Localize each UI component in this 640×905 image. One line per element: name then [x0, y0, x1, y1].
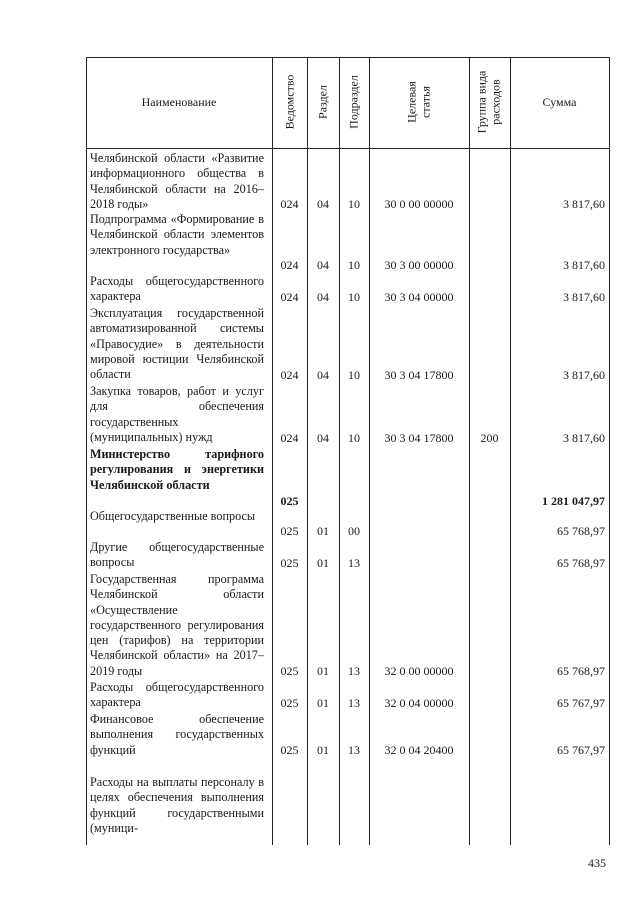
- row-name: Закупка товаров, работ и услуг для обеспечения государственных (муниципальных) нужд: [90, 384, 264, 444]
- row-summa: 3 817,60: [563, 197, 605, 211]
- row-vedomstvo: 024: [280, 368, 299, 382]
- row-podrazdel: 13: [348, 556, 360, 570]
- header-summa: Сумма: [542, 95, 577, 109]
- row-razdel: 01: [317, 556, 329, 570]
- row-celevaya: 32 0 04 00000: [384, 696, 454, 710]
- row-celevaya: 30 3 04 17800: [384, 431, 454, 445]
- row-name: Расходы общегосударственного характера: [90, 274, 264, 304]
- row-celevaya: 30 3 04 17800: [384, 368, 454, 382]
- row-summa: 1 281 047,97: [542, 494, 605, 508]
- row-celevaya: 30 3 00 00000: [384, 258, 454, 272]
- row-razdel: 01: [317, 696, 329, 710]
- row-vedomstvo: 025: [280, 743, 299, 757]
- row-name: Государственная программа Челябинской области «Осуществление государственного регулирования цен (тарифов) на территории Челябинской области» на 2017–2019 годы: [90, 572, 264, 678]
- row-celevaya: 30 0 00 00000: [384, 197, 454, 211]
- row-podrazdel: 13: [348, 743, 360, 757]
- row-razdel: 01: [317, 664, 329, 678]
- row-celevaya: 32 0 04 20400: [384, 743, 454, 757]
- header-name: Наименование: [141, 95, 217, 109]
- table-border-left: [86, 57, 87, 845]
- row-vedomstvo: 024: [280, 290, 299, 304]
- row-name: Другие общегосударственные вопросы: [90, 540, 264, 570]
- row-podrazdel: 10: [348, 197, 360, 211]
- row-vedomstvo: 025: [280, 664, 299, 678]
- column-divider: [369, 57, 370, 845]
- column-divider: [510, 57, 511, 845]
- row-summa: 65 768,97: [557, 664, 605, 678]
- row-vedomstvo: 024: [280, 197, 299, 211]
- row-name: Эксплуатация государственной автоматизированной системы «Правосудие» в деятельности мировой юстиции Челябинской области: [90, 306, 264, 382]
- row-podrazdel: 10: [348, 431, 360, 445]
- row-razdel: 04: [317, 258, 329, 272]
- header-razdel: Раздел: [315, 85, 330, 119]
- header-gruppa-line1: Группа вида: [474, 70, 489, 134]
- row-celevaya: 30 3 04 00000: [384, 290, 454, 304]
- table-border-right: [609, 57, 610, 845]
- row-summa: 65 767,97: [557, 743, 605, 757]
- header-celevaya-line2: статья: [418, 86, 433, 118]
- column-divider: [339, 57, 340, 845]
- row-vedomstvo: 024: [280, 431, 299, 445]
- row-razdel: 01: [317, 524, 329, 538]
- header-vedomstvo: Ведомство: [282, 74, 297, 130]
- row-razdel: 04: [317, 290, 329, 304]
- row-summa: 3 817,60: [563, 431, 605, 445]
- row-summa: 3 817,60: [563, 368, 605, 382]
- page-number: 435: [588, 856, 606, 870]
- row-vedomstvo: 024: [280, 258, 299, 272]
- table-border-top: [86, 57, 610, 58]
- row-vedomstvo: 025: [280, 494, 299, 508]
- column-divider: [272, 57, 273, 845]
- column-divider: [469, 57, 470, 845]
- row-razdel: 04: [317, 197, 329, 211]
- header-celevaya-line1: Целевая: [404, 81, 419, 123]
- row-name: Расходы на выплаты персоналу в целях обеспечения выполнения функций государственными (муници-: [90, 775, 264, 835]
- row-podrazdel: 10: [348, 368, 360, 382]
- column-divider: [307, 57, 308, 845]
- row-celevaya: 32 0 00 00000: [384, 664, 454, 678]
- row-vedomstvo: 025: [280, 524, 299, 538]
- row-podrazdel: 13: [348, 664, 360, 678]
- row-name: Челябинской области «Развитие информационного общества в Челябинской области на 2016–2018 годы»: [90, 151, 264, 211]
- row-name: Подпрограмма «Формирование в Челябинской области элементов электронного государства»: [90, 212, 264, 257]
- row-vedomstvo: 025: [280, 556, 299, 570]
- row-gruppa: 200: [480, 431, 499, 445]
- row-razdel: 04: [317, 431, 329, 445]
- row-summa: 3 817,60: [563, 258, 605, 272]
- header-divider: [86, 148, 610, 149]
- row-razdel: 04: [317, 368, 329, 382]
- row-summa: 3 817,60: [563, 290, 605, 304]
- row-name: Расходы общегосударственного характера: [90, 680, 264, 710]
- row-summa: 65 767,97: [557, 696, 605, 710]
- row-name: Общегосударственные вопросы: [90, 509, 256, 523]
- row-podrazdel: 13: [348, 696, 360, 710]
- row-vedomstvo: 025: [280, 696, 299, 710]
- row-podrazdel: 10: [348, 290, 360, 304]
- row-summa: 65 768,97: [557, 524, 605, 538]
- header-gruppa-line2: расходов: [488, 79, 503, 125]
- row-name: Министерство тарифного регулирования и энергетики Челябинской области: [90, 447, 264, 492]
- row-summa: 65 768,97: [557, 556, 605, 570]
- row-podrazdel: 10: [348, 258, 360, 272]
- header-podrazdel: Подраздел: [346, 75, 361, 129]
- row-name: Финансовое обеспечение выполнения государственных функций: [90, 712, 264, 757]
- row-podrazdel: 00: [348, 524, 360, 538]
- row-razdel: 01: [317, 743, 329, 757]
